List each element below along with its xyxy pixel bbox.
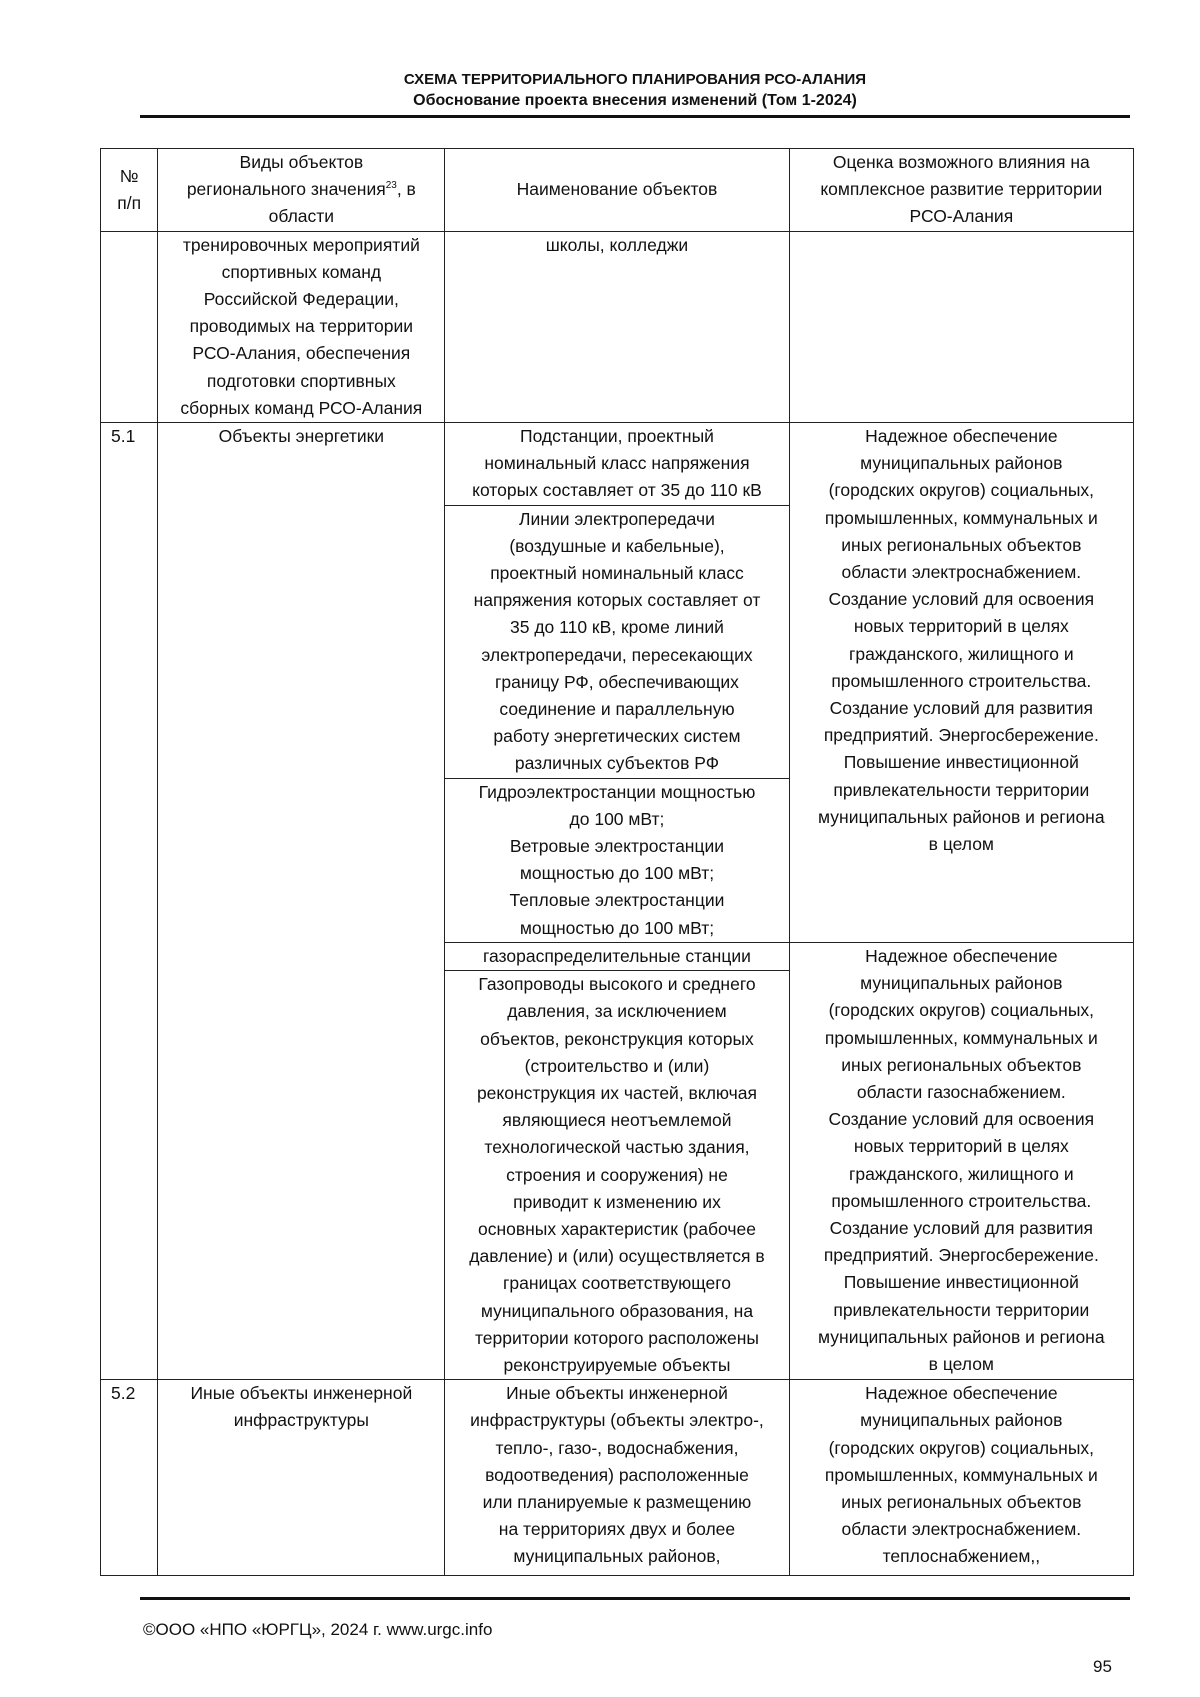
cell-object-name: Гидроэлектростанции мощностью до 100 мВт; Ветровые электростанции мощностью до 100 мВт; Тепловые электростанции мощностью до 100 мВт; xyxy=(445,778,789,942)
cell-num: 5.1 xyxy=(101,423,158,1380)
header-object-type xyxy=(158,149,445,232)
header-impact: Оценка возможного влияния на комплексное развитие территории РСО-Алания xyxy=(789,149,1133,232)
cell-object-type: Объекты энергетики xyxy=(158,423,445,1380)
cell-object-type: тренировочных мероприятий спортивных команд Российской Федерации, проводимых на территории РСО-Алания, обеспечения подготовки спортивных сборных команд РСО-Алания xyxy=(158,231,445,422)
cell-impact: Надежное обеспечение муниципальных районов (городских округов) социальных, промышленных, коммунальных и иных региональных объектов области электроснабжением. Создание условий для освоения новых территорий в целях гражданского, жилищного и промышленного строительства. Создание условий для развития предприятий. Энергосбережение. Повышение инвестиционной привлекательности территории муниципальных районов и региона в целом xyxy=(789,423,1133,943)
cell-impact xyxy=(789,231,1133,422)
footer-copyright: ©ООО «НПО «ЮРГЦ», 2024 г. www.urgc.info xyxy=(143,1620,493,1639)
cell-object-type: Иные объекты инженерной инфраструктуры xyxy=(158,1380,445,1576)
header-object-name: Наименование объектов xyxy=(445,149,789,232)
page-number: 95 xyxy=(1093,1657,1112,1676)
header-rule xyxy=(140,115,1130,118)
cell-object-name: Иные объекты инженерной инфраструктуры (объекты электро-, тепло-, газо-, водоснабжения, водоотведения) расположенные или планируемые к размещению на территориях двух и более муниципальных районов, xyxy=(445,1380,789,1576)
cell-num: 5.2 xyxy=(101,1380,158,1576)
header-object-type-tail: , в области xyxy=(268,179,416,227)
footnote-ref: 23 xyxy=(385,180,397,192)
cell-impact: Надежное обеспечение муниципальных районов (городских округов) социальных, промышленных, коммунальных и иных региональных объектов области электроснабжением. теплоснабжением,, xyxy=(789,1380,1133,1576)
header-num: № п/п xyxy=(101,149,158,232)
cell-object-name: школы, колледжи xyxy=(445,231,789,422)
table-header-row xyxy=(101,149,1134,232)
page-header xyxy=(140,70,1130,112)
cell-object-name: Линии электропередачи (воздушные и кабельные), проектный номинальный класс напряжения которых составляет от 35 до 110 кВ, кроме линий электропередачи, пересекающих границу РФ, обеспечивающих соединение и параллельную работу энергетических систем различных субъектов РФ xyxy=(445,505,789,778)
header-object-type-text: Виды объектов регионального значения xyxy=(186,152,386,200)
table-row xyxy=(101,423,1134,506)
cell-object-name: Подстанции, проектный номинальный класс напряжения которых составляет от 35 до 110 кВ xyxy=(445,423,789,506)
cell-object-name: газораспределительные станции xyxy=(445,942,789,970)
cell-impact: Надежное обеспечение муниципальных районов (городских округов) социальных, промышленных, коммунальных и иных региональных объектов области газоснабжением. Создание условий для освоения новых территорий в целях гражданского, жилищного и промышленного строительства. Создание условий для развития предприятий. Энергосбережение. Повышение инвестиционной привлекательности территории муниципальных районов и региона в целом xyxy=(789,942,1133,1379)
table-row xyxy=(101,231,1134,422)
document-subtitle: Обоснование проекта внесения изменений (Том 1-2024) xyxy=(413,92,857,109)
cell-num xyxy=(101,231,158,422)
cell-object-name: Газопроводы высокого и среднего давления, за исключением объектов, реконструкция которых (строительство и (или) реконструкция их частей, включая являющиеся неотъемлемой технологической частью здания, строения и сооружения) не приводит к изменению их основных характеристик (рабочее давление) и (или) осуществляется в границах соответствующего муниципального образования, на территории которого расположены реконструируемые объекты xyxy=(445,971,789,1380)
footer-rule xyxy=(140,1597,1130,1600)
objects-table xyxy=(100,148,1134,1576)
document-title: СХЕМА ТЕРРИТОРИАЛЬНОГО ПЛАНИРОВАНИЯ РСО-АЛАНИЯ xyxy=(403,71,867,88)
table-row xyxy=(101,1380,1134,1576)
